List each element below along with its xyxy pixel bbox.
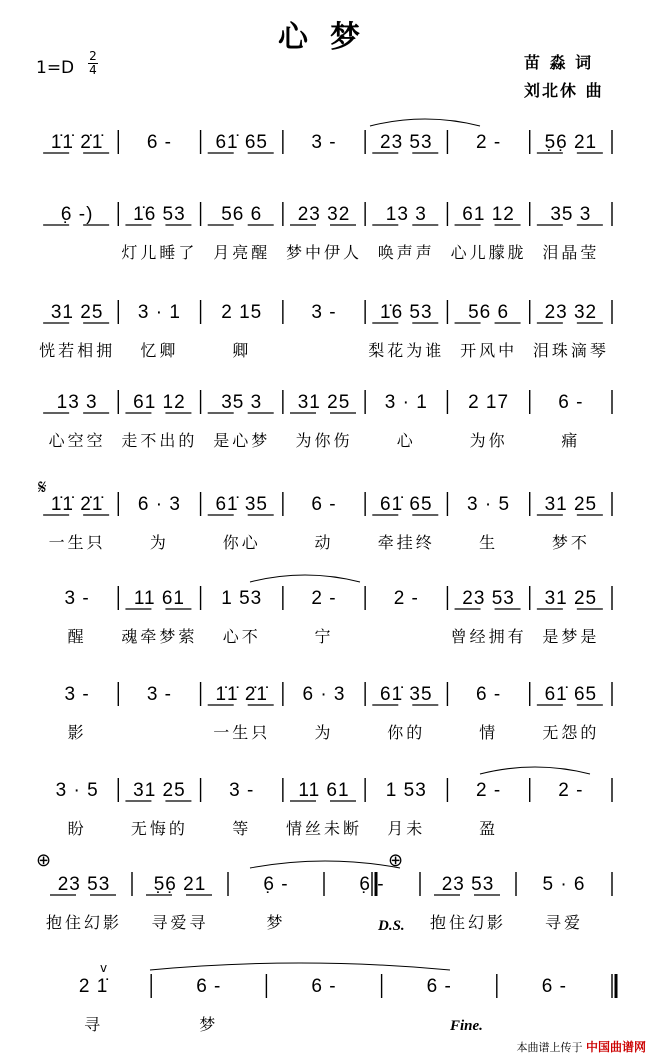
note-group: 61 12: [462, 204, 515, 225]
lyric: 梨花为谁: [368, 341, 445, 360]
note-group: 61 12: [133, 392, 186, 413]
note-group: 31 25: [544, 494, 598, 515]
lyric: 抱住幻影: [429, 913, 507, 932]
coda-icon: ⊕: [388, 850, 404, 871]
note-group: 61̇ 65: [215, 132, 268, 153]
lyric: 为你伤: [295, 431, 353, 450]
note-group: 2 -: [393, 588, 419, 609]
note-group: 23 32: [544, 302, 598, 323]
note-group: 3 · 1: [137, 302, 181, 323]
note-group: 1 53: [385, 780, 427, 801]
lyric: 寻: [84, 1015, 104, 1034]
slur: [480, 767, 590, 774]
note-group: 6 -: [146, 132, 173, 153]
lyric: 唤声声: [377, 243, 435, 262]
lyric: 一生只: [48, 533, 106, 552]
note-group: 5 · 6: [542, 874, 586, 895]
footer-site: 中国曲谱网: [585, 1040, 646, 1054]
note-group: 1 53: [221, 588, 263, 609]
lyric: 心: [396, 431, 416, 450]
note-group: 1̇1̇ 2̇1̇: [50, 132, 104, 153]
note-group: 6 -: [426, 976, 452, 997]
note-group: 1̇1̇ 2̇1̇: [50, 494, 104, 515]
note-group: 6̣ -): [60, 204, 94, 225]
lyric: 生: [479, 533, 499, 552]
lyric: 情: [479, 723, 499, 742]
note-group: 3 -: [311, 132, 337, 153]
note-group: 23 53: [57, 874, 111, 895]
note-group: 5̣6̣ 21: [153, 874, 207, 895]
note-group: 6 -: [196, 976, 222, 997]
lyric: 寻爱寻: [151, 913, 209, 932]
breath-mark: v: [100, 961, 108, 975]
note-group: 61̇ 65: [544, 684, 598, 705]
lyric: 寻爱: [544, 913, 584, 932]
note-group: 6̣ -: [359, 874, 385, 895]
note-group: 3 -: [229, 780, 255, 801]
lyric: 你心: [222, 533, 261, 552]
note-group: 6 -: [311, 494, 337, 515]
note-group: 3 -: [64, 684, 90, 705]
note-group: 13 3: [56, 392, 98, 413]
note-group: 31 25: [133, 780, 186, 801]
slur: [250, 575, 360, 582]
lyric: 月未: [387, 819, 426, 838]
note-group: 2 17: [468, 392, 510, 413]
note-group: 2 -: [475, 132, 502, 153]
note-group: 23 32: [297, 204, 351, 225]
note-group: 6 · 3: [137, 494, 181, 515]
note-group: 3 · 1: [384, 392, 428, 413]
segno-icon: 𝄋: [38, 475, 47, 499]
lyric: 醒: [67, 627, 87, 646]
ds-marking: D.S.: [378, 918, 405, 934]
footer: [516, 1038, 646, 1055]
note-group: 3 · 5: [55, 780, 99, 801]
note-group: 6 -: [475, 684, 502, 705]
note-group: 2 -: [475, 780, 502, 801]
lyric: 灯儿睡了: [121, 243, 198, 262]
note-group: 2 1̇: [78, 976, 109, 997]
time-bottom: 4: [89, 63, 97, 77]
note-group: 35 3: [550, 204, 592, 225]
lyric: 开风中: [460, 341, 518, 360]
note-group: 3 · 5: [467, 494, 511, 515]
lyric: 梦不: [551, 533, 590, 552]
lyric: 一生只: [213, 723, 271, 742]
lyric: 盼: [67, 819, 87, 838]
lyric: 心不: [222, 627, 261, 646]
lyric: 牵挂终: [377, 533, 435, 552]
note-group: 61̇ 65: [380, 494, 433, 515]
lyric: 走不出的: [121, 431, 198, 450]
note-group: 6 -: [311, 976, 337, 997]
note-group: 61̇ 35: [380, 684, 433, 705]
note-group: 61̇ 35: [215, 494, 268, 515]
coda-icon: ⊕: [36, 850, 52, 871]
slur: [150, 963, 450, 970]
slur: [370, 119, 480, 126]
note-group: 1̇1̇ 2̇1̇: [215, 684, 268, 705]
lyric: 是梦是: [542, 627, 600, 646]
song-title: 心梦: [278, 20, 382, 55]
time-top: 2: [89, 49, 97, 63]
note-group: 56 6: [468, 302, 510, 323]
lyric: 魂牵梦萦: [121, 627, 198, 646]
lyric: 影: [67, 723, 87, 742]
slur: [250, 861, 400, 868]
lyric: 月亮醒: [213, 243, 271, 262]
lyric: 抱住幻影: [45, 913, 123, 932]
note-group: 2 15: [221, 302, 263, 323]
lyric: 泪珠滴琴: [532, 341, 609, 360]
note-group: 13 3: [385, 204, 427, 225]
lyric: 宁: [314, 627, 334, 646]
lyric: 为: [314, 723, 334, 742]
lyric: 情丝未断: [285, 819, 363, 838]
lyric: 梦: [199, 1015, 219, 1034]
note-group: 3 -: [64, 588, 90, 609]
note-group: 3 -: [311, 302, 337, 323]
lyric: 为: [149, 533, 169, 552]
note-group: 3 -: [146, 684, 173, 705]
lyric: 心儿朦胧: [450, 243, 527, 262]
composer-credit: 刘北休 曲: [524, 81, 604, 100]
note-group: 1̇6 53: [133, 204, 186, 225]
note-group: 6 -: [541, 976, 567, 997]
lyric: 卿: [232, 341, 252, 360]
lyric: 为你: [469, 431, 508, 450]
lyric: 动: [314, 533, 334, 552]
note-group: 5̣6̣ 21: [544, 132, 598, 153]
note-group: 23 53: [380, 132, 433, 153]
lyric: 是心梦: [213, 431, 271, 450]
footer-uploaded: 本曲谱上传于: [516, 1041, 583, 1054]
lyric: 梦: [266, 913, 286, 932]
key-signature: 1=D: [36, 58, 75, 78]
lyric: 心空空: [48, 431, 106, 450]
note-group: 23 53: [462, 588, 515, 609]
lyricist-credit: 苗 淼 词: [524, 53, 594, 72]
lyric: 等: [232, 819, 252, 838]
note-group: 11 61: [133, 588, 185, 609]
lyric: 泪晶莹: [542, 243, 600, 262]
note-group: 6 · 3: [302, 684, 346, 705]
note-group: 31 25: [544, 588, 598, 609]
lyric: 痛: [561, 431, 581, 450]
note-group: 56 6: [221, 204, 263, 225]
note-group: 2 -: [558, 780, 584, 801]
note-group: 6̣ -: [263, 874, 289, 895]
lyric: 无悔的: [130, 819, 188, 838]
lyric: 梦中伊人: [285, 243, 363, 262]
note-group: 1̇6 53: [380, 302, 433, 323]
note-group: 31 25: [50, 302, 104, 323]
note-group: 23 53: [441, 874, 495, 895]
lyric: 盈: [479, 819, 499, 838]
note-group: 35 3: [221, 392, 263, 413]
note-group: 31 25: [297, 392, 351, 413]
note-group: 6 -: [558, 392, 584, 413]
lyric: 恍若相拥: [39, 341, 116, 360]
note-group: 2 -: [311, 588, 337, 609]
note-group: 11 61: [298, 780, 350, 801]
lyric: 忆卿: [140, 341, 179, 360]
lyric: 无怨的: [542, 723, 600, 742]
lyric: 你的: [387, 723, 426, 742]
fine-marking: Fine.: [450, 1018, 483, 1034]
lyric: 曾经拥有: [450, 627, 527, 646]
